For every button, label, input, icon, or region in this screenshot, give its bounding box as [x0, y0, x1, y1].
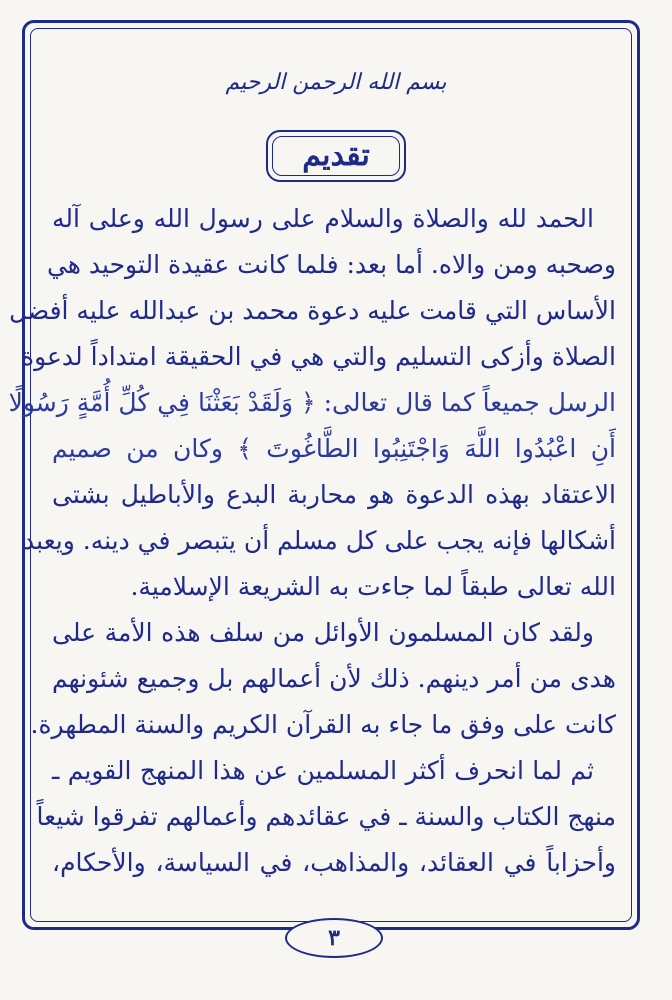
text-line: الاعتقاد بهذه الدعوة هو محاربة البدع والأباطيل بشتى	[52, 480, 616, 509]
page-number: ٣	[328, 925, 340, 951]
text-line: الصلاة وأزكى التسليم والتي هي في الحقيقة امتداداً لدعوة	[21, 342, 616, 371]
page-number-frame	[285, 918, 383, 958]
text-line: هدى من أمر دينهم. ذلك لأن أعمالهم بل وجميع شئونهم	[52, 664, 616, 693]
text-line: ثم لما انحرف أكثر المسلمين عن هذا المنهج القويم ـ	[52, 756, 594, 785]
body-text	[8, 196, 616, 886]
text-line: ولقد كان المسلمون الأوائل من سلف هذه الأمة على	[52, 618, 594, 647]
text-line: الأساس التي قامت عليه دعوة محمد بن عبدالله عليه أفضل	[8, 296, 616, 325]
text-line-quran: الرسل جميعاً كما قال تعالى: ﴿ وَلَقَدْ بَعَثْنَا فِي كُلِّ أُمَّةٍ رَسُولًا	[8, 388, 616, 417]
title-frame	[266, 130, 406, 182]
page-title: تقديم	[302, 138, 370, 173]
text-line: الله تعالى طبقاً لما جاءت به الشريعة الإسلامية.	[130, 572, 616, 601]
basmala-heading: بسم الله الرحمن الرحيم	[225, 70, 447, 95]
text-line-quran: أَنِ اعْبُدُوا اللَّهَ وَاجْتَنِبُوا الطَّاغُوتَ ﴾ وكان من صميم	[52, 434, 616, 463]
text-line: وصحبه ومن والاه. أما بعد: فلما كانت عقيدة التوحيد هي	[46, 250, 616, 279]
text-line: أشكالها فإنه يجب على كل مسلم أن يتبصر في دينه. ويعبد	[23, 526, 616, 555]
text-line: منهج الكتاب والسنة ـ في عقائدهم وأعمالهم تفرقوا شيعاً	[36, 802, 616, 831]
text-line: كانت على وفق ما جاء به القرآن الكريم والسنة المطهرة.	[30, 710, 616, 739]
text-line: الحمد لله والصلاة والسلام على رسول الله وعلى آله	[52, 204, 594, 233]
text-line: وأحزاباً في العقائد، والمذاهب، في السياسة، والأحكام،	[52, 848, 616, 877]
